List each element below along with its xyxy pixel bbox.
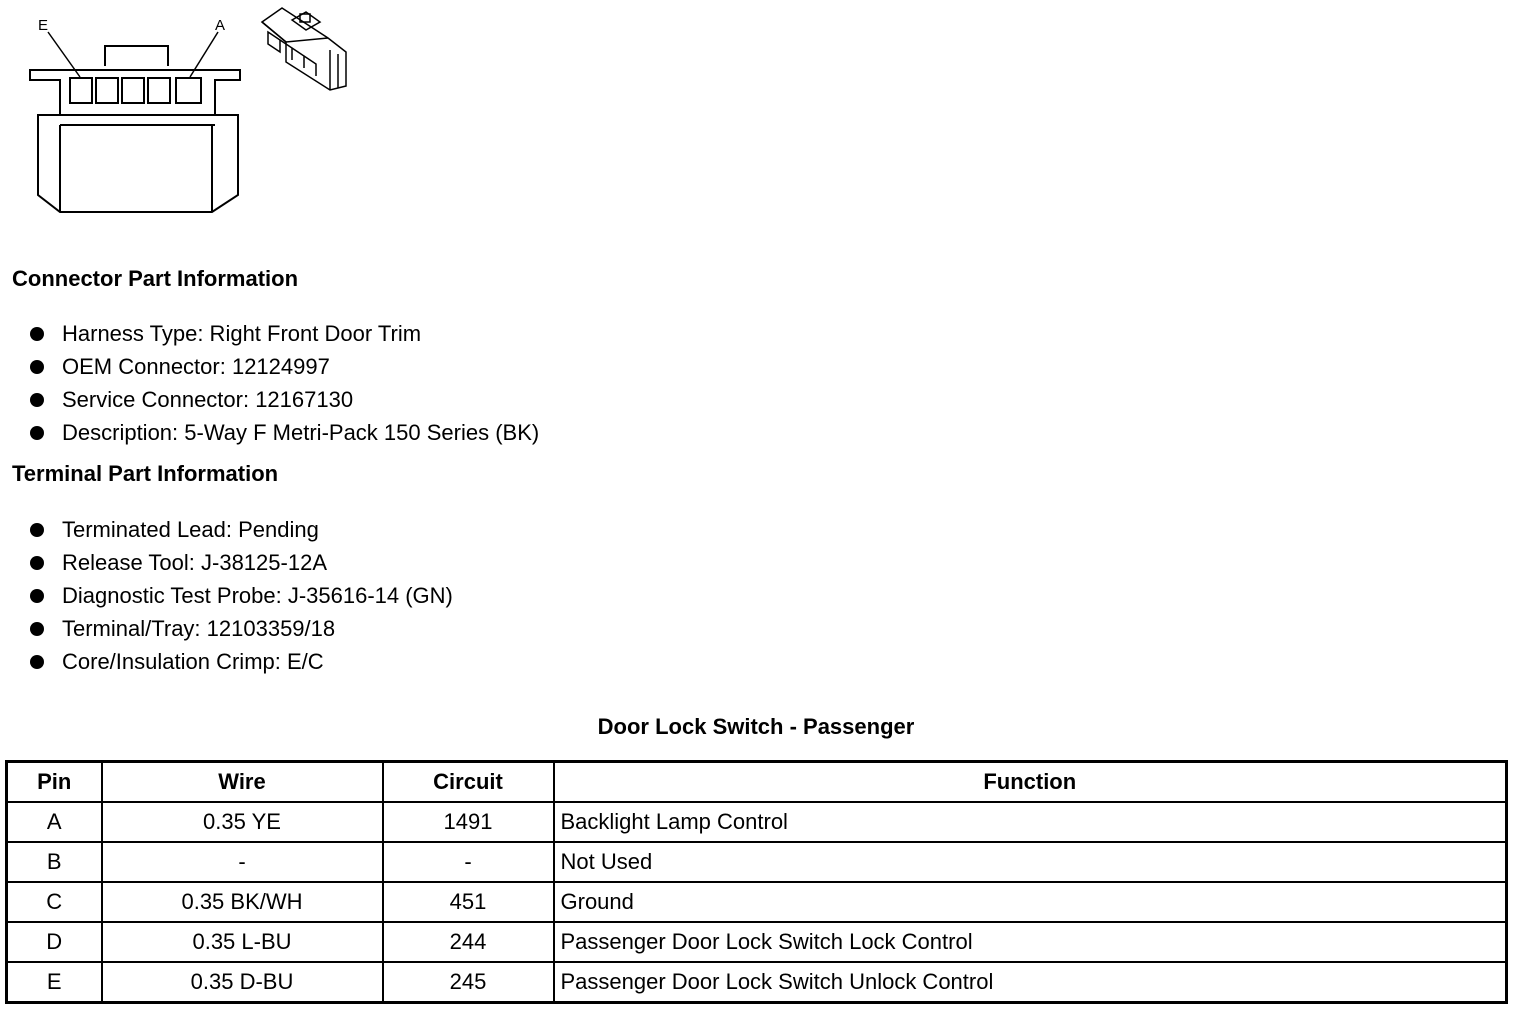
header-function: Function (554, 762, 1507, 803)
list-item: Harness Type: Right Front Door Trim (26, 317, 539, 350)
header-pin: Pin (7, 762, 102, 803)
cell-pin: C (7, 882, 102, 922)
cell-function: Ground (554, 882, 1507, 922)
terminal-info-list (26, 513, 453, 678)
table-header-row (7, 762, 1507, 803)
cell-circuit: 451 (383, 882, 554, 922)
bullet-icon (30, 393, 44, 407)
diagram-label-a: A (215, 17, 226, 34)
cell-wire: 0.35 D-BU (102, 962, 383, 1003)
cell-pin: A (7, 802, 102, 842)
bullet-icon (30, 327, 44, 341)
list-item: Service Connector: 12167130 (26, 383, 539, 416)
cell-circuit: - (383, 842, 554, 882)
cell-function: Not Used (554, 842, 1507, 882)
header-circuit: Circuit (383, 762, 554, 803)
bullet-icon (30, 589, 44, 603)
bullet-icon (30, 426, 44, 440)
cell-function: Passenger Door Lock Switch Unlock Control (554, 962, 1507, 1003)
cell-circuit: 245 (383, 962, 554, 1003)
table-row (7, 922, 1507, 962)
header-wire: Wire (102, 762, 383, 803)
cell-pin: D (7, 922, 102, 962)
bullet-icon (30, 556, 44, 570)
list-item: Terminated Lead: Pending (26, 513, 453, 546)
cell-function: Passenger Door Lock Switch Lock Control (554, 922, 1507, 962)
table-row (7, 802, 1507, 842)
list-item: Description: 5-Way F Metri-Pack 150 Series (BK) (26, 416, 539, 449)
list-item: Terminal/Tray: 12103359/18 (26, 612, 453, 645)
cell-wire: 0.35 L-BU (102, 922, 383, 962)
list-item: Release Tool: J-38125-12A (26, 546, 453, 579)
cell-wire: 0.35 YE (102, 802, 383, 842)
list-item: Diagnostic Test Probe: J-35616-14 (GN) (26, 579, 453, 612)
bullet-icon (30, 622, 44, 636)
terminal-section-title: Terminal Part Information (12, 461, 279, 486)
cell-circuit: 1491 (383, 802, 554, 842)
table-row (7, 842, 1507, 882)
cell-circuit: 244 (383, 922, 554, 962)
connector-info-list (26, 317, 539, 449)
cell-function: Backlight Lamp Control (554, 802, 1507, 842)
cell-wire: - (102, 842, 383, 882)
table-row (7, 962, 1507, 1003)
bullet-icon (30, 655, 44, 669)
cell-pin: B (7, 842, 102, 882)
table-row (7, 882, 1507, 922)
cell-wire: 0.35 BK/WH (102, 882, 383, 922)
list-item: Core/Insulation Crimp: E/C (26, 645, 453, 678)
table-title: Door Lock Switch - Passenger (597, 714, 915, 739)
bullet-icon (30, 523, 44, 537)
bullet-icon (30, 360, 44, 374)
diagram-label-e: E (38, 17, 49, 34)
list-item: OEM Connector: 12124997 (26, 350, 539, 383)
connector-section-title: Connector Part Information (12, 266, 299, 291)
connector-diagram (0, 0, 380, 230)
cell-pin: E (7, 962, 102, 1003)
pinout-table (5, 760, 1508, 1004)
